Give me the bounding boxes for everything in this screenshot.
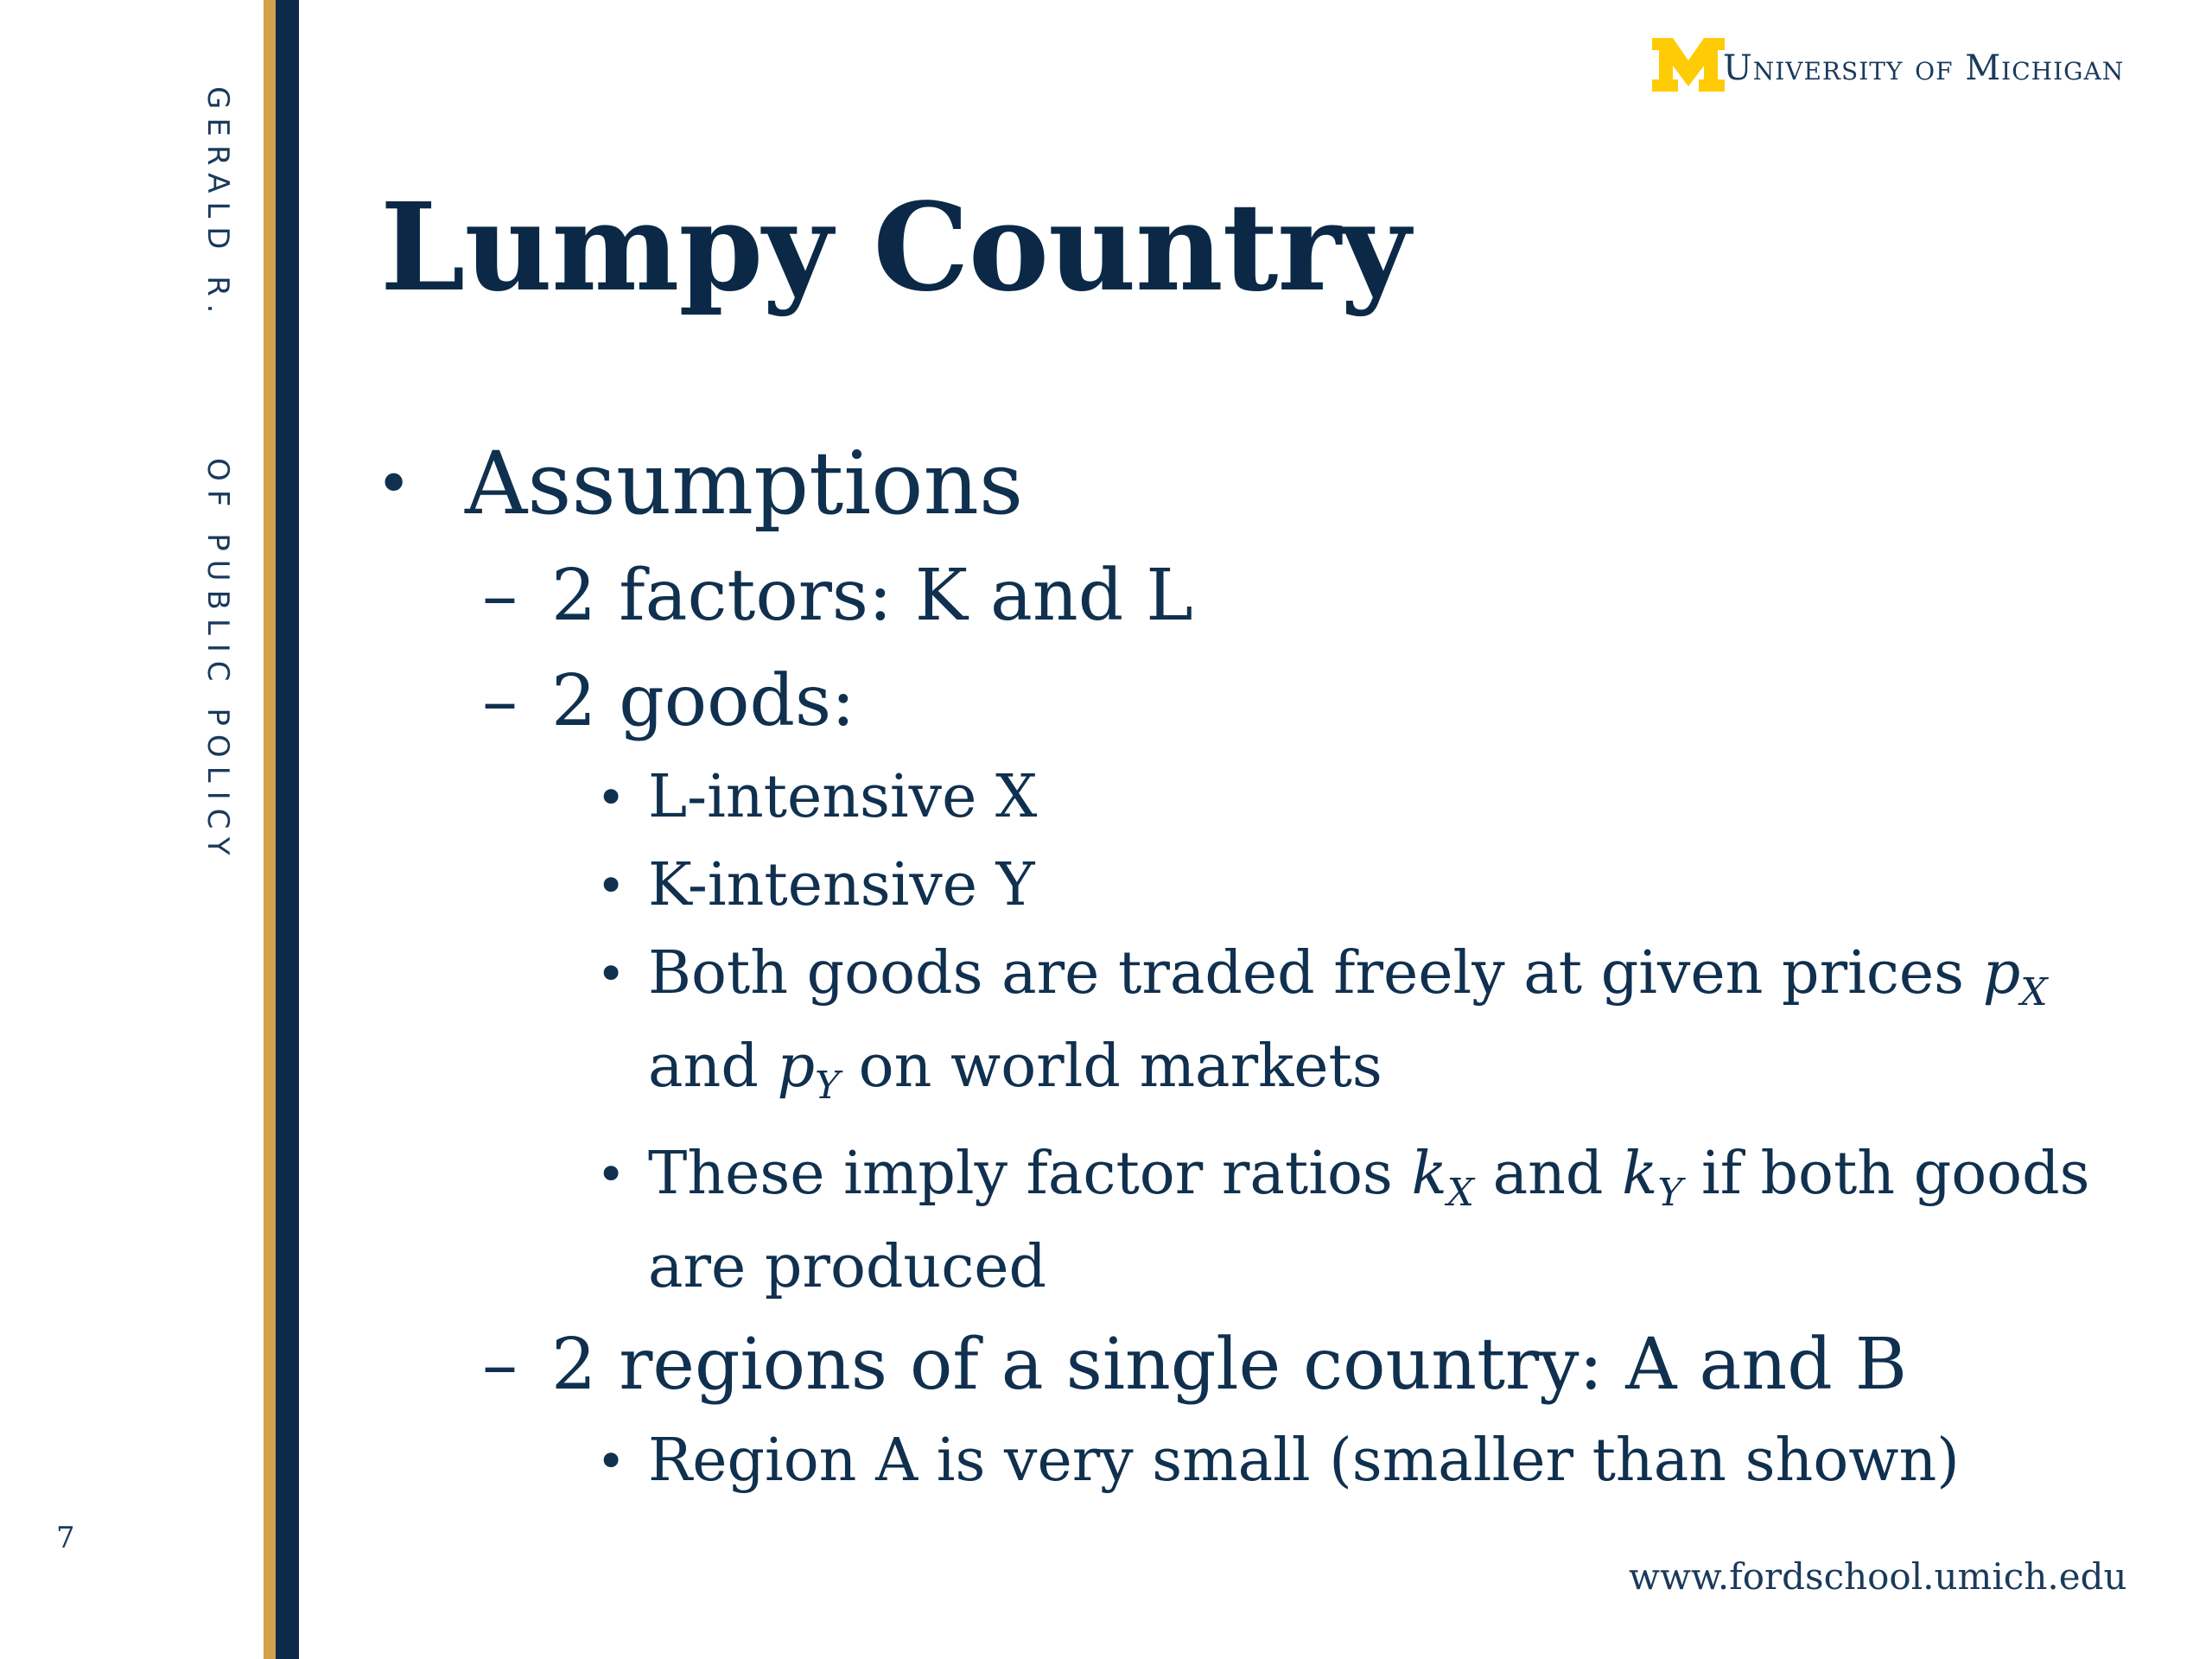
- bullet-marker: •: [376, 448, 412, 519]
- university-name: University of Michigan: [1723, 48, 2125, 88]
- region-item-a: [363, 1424, 2108, 1498]
- item-text: [648, 1140, 2090, 1301]
- bullet-marker: •: [596, 1145, 626, 1204]
- sub-item-regions: [363, 1320, 2108, 1410]
- navy-divider-bar: [276, 0, 299, 1659]
- ratio-x-symbol: k: [1411, 1140, 1447, 1208]
- item-text: K-intensive Y: [648, 851, 1035, 919]
- item-text: Region A is very small (smaller than shown): [648, 1427, 1960, 1495]
- dash-marker: –: [482, 555, 518, 637]
- goods-item-ratios: [363, 1137, 2108, 1305]
- price-x-symbol: p: [1982, 939, 2021, 1007]
- bullet-marker: •: [596, 768, 626, 827]
- bullet-marker: •: [596, 944, 626, 1003]
- goods-item-y: [363, 849, 2108, 923]
- sub-item-goods: [363, 657, 2108, 747]
- logo-text-gerald: GERALD R.: [200, 86, 235, 322]
- gold-divider-bar: [264, 0, 276, 1659]
- umich-logo: [1650, 33, 2124, 93]
- bullet-assumptions: [363, 432, 2108, 536]
- goods-item-prices: [363, 937, 2108, 1123]
- ford-school-logo: [0, 0, 264, 1659]
- dash-marker: –: [482, 660, 518, 742]
- price-x-subscript: X: [2020, 970, 2048, 1014]
- ratios-text-b: and: [1473, 1140, 1623, 1208]
- item-text: [648, 939, 2048, 1108]
- price-y-subscript: Y: [815, 1064, 841, 1108]
- logo-text-public-policy: OF PUBLIC POLICY: [200, 458, 235, 864]
- bullet-marker: •: [596, 856, 626, 915]
- sub-item-factors: [363, 551, 2108, 641]
- ratios-text-a: These imply factor ratios: [648, 1140, 1412, 1208]
- block-m-icon: [1650, 36, 1726, 93]
- page-number: 7: [56, 1521, 75, 1555]
- prices-text-c: on world markets: [840, 1033, 1382, 1101]
- sub-item-text: 2 factors: K and L: [551, 555, 1193, 637]
- slide-body: [363, 432, 2108, 1498]
- ratio-y-symbol: k: [1622, 1140, 1658, 1208]
- ratios-text-c: if both goods are produced: [648, 1140, 2090, 1301]
- slide-title: Lumpy Country: [380, 177, 1410, 319]
- prices-text-b: and: [648, 1033, 778, 1101]
- goods-item-x: [363, 760, 2108, 835]
- footer-url: www.fordschool.umich.edu: [1629, 1555, 2127, 1598]
- ratio-y-subscript: Y: [1657, 1171, 1683, 1215]
- dash-marker: –: [482, 1324, 518, 1406]
- sub-item-text: 2 goods:: [551, 660, 855, 742]
- bullet-marker: •: [596, 1432, 626, 1491]
- bullet-text: Assumptions: [465, 433, 1024, 534]
- sub-item-text: 2 regions of a single country: A and B: [551, 1324, 1908, 1406]
- price-y-symbol: p: [777, 1033, 816, 1101]
- ratio-x-subscript: X: [1446, 1171, 1474, 1215]
- item-text: L-intensive X: [648, 763, 1038, 831]
- prices-text-a: Both goods are traded freely at given prices: [648, 939, 1983, 1007]
